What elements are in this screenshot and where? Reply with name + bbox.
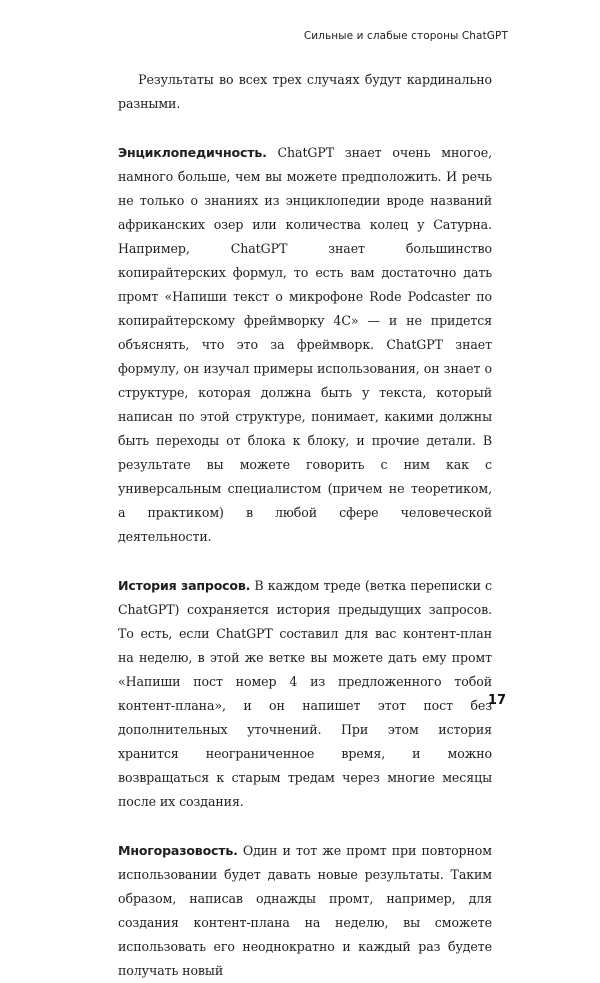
paragraph-encyclopedic [118,141,492,549]
paragraph-reusability [118,839,492,983]
paragraph-text: Один и тот же промт при повторном использовании будет давать новые результаты. Таким образом, написав однажды промт, например, для создания контент-плана на неделю, вы сможете использовать его неоднократно и каждый раз будете получать новый [118,843,492,978]
page-body [118,68,492,983]
page-number: 17 [487,693,506,708]
paragraph-text: ChatGPT знает очень многое, намного больше, чем вы можете предположить. И речь не только о знаниях из энциклопедии вроде названий африканских озер или количества колец у Сатурна. Например, ChatGPT знает большинство копирайтерских формул, то есть вам достаточно дать промт «Напиши текст о микрофоне Rode Podcaster по копирайтерскому фреймворку 4С» — и не придется объяснять, что это за фреймворк. ChatGPT знает формулу, он изучал примеры использования, он знает о структуре, которая должна быть у текста, который написан по этой структуре, понимает, какими должны быть переходы от блока к блоку, и прочие детали. В результате вы можете говорить с ним как с универсальным специалистом (причем не теоретиком, а практиком) в любой сфере человеческой деятельности. [118,145,492,544]
paragraph-lead: Многоразовость. [118,843,238,858]
paragraph-history [118,574,492,814]
paragraph-lead: История запросов. [118,578,251,593]
intro-paragraph: Результаты во всех трех случаях будут кардинально разными. [118,72,492,111]
paragraph-lead: Энциклопедичность. [118,145,267,160]
running-header: Сильные и слабые стороны ChatGPT [303,30,508,42]
paragraph-text: В каждом треде (ветка переписки с ChatGPT) сохраняется история предыдущих запросов. То есть, если ChatGPT составил для вас контент-план на неделю, в этой же ветке вы можете дать ему промт «Напиши пост номер 4 из предложенного тобой контент-плана», и он напишет этот пост без дополнительных уточнений. При этом история хранится неограниченное время, и можно возвращаться к старым тредам через многие месяцы после их создания. [118,578,493,809]
